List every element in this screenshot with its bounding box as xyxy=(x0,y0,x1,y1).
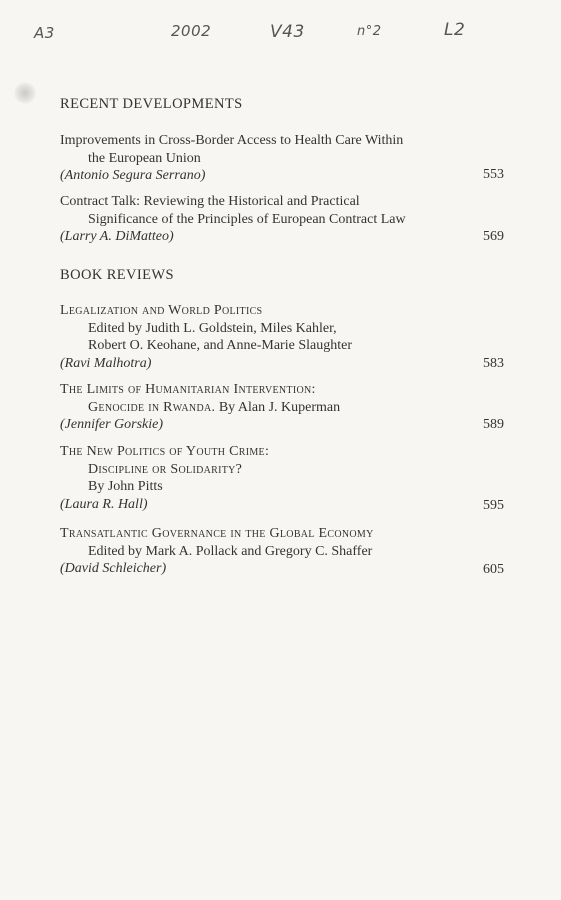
page-number: 553 xyxy=(483,167,504,182)
entry-author: (Larry A. DiMatteo) xyxy=(60,229,174,244)
entry-author: (Ravi Malhotra) xyxy=(60,355,152,371)
toc-entry-humanitarian-intervention xyxy=(60,381,500,434)
entry-author: (Laura R. Hall) xyxy=(60,496,148,512)
toc-entry-health-care xyxy=(60,132,500,185)
page-number: 595 xyxy=(483,498,504,513)
entry-title: Transatlantic Governance in the Global Economy xyxy=(60,526,374,541)
toc-entry-transatlantic-governance xyxy=(60,525,500,578)
section-title-book-reviews: BOOK REVIEWS xyxy=(60,267,174,283)
handwritten-code: L2 xyxy=(444,20,466,40)
handwritten-number: n°2 xyxy=(357,24,382,39)
page-number: 605 xyxy=(483,562,504,577)
entry-title: The New Politics of Youth Crime: xyxy=(60,444,270,459)
entry-title: Improvements in Cross-Border Access to Health Care Within xyxy=(60,133,404,148)
page-number: 569 xyxy=(483,229,504,244)
entry-editors-continued: Robert O. Keohane, and Anne-Marie Slaughter xyxy=(88,338,352,353)
entry-editors: Edited by Mark A. Pollack and Gregory C. Shaffer xyxy=(88,543,373,559)
entry-title: The Limits of Humanitarian Intervention: xyxy=(60,382,316,397)
entry-author: (David Schleicher) xyxy=(60,561,167,576)
toc-entry-contract-talk xyxy=(60,193,500,246)
handwritten-volume: V43 xyxy=(270,22,305,42)
entry-book-author: By Alan J. Kuperman xyxy=(218,399,341,415)
toc-entry-youth-crime xyxy=(60,443,500,513)
entry-title-continued: Discipline or Solidarity? xyxy=(88,461,243,477)
entry-title: Contract Talk: Reviewing the Historical and Practical xyxy=(60,194,360,209)
paper-smudge xyxy=(14,82,36,104)
entry-book-author: By John Pitts xyxy=(88,479,163,494)
entry-author: (Jennifer Gorskie) xyxy=(60,417,164,432)
entry-title-continued: Genocide in Rwanda. xyxy=(88,399,216,415)
toc-entry-legalization xyxy=(60,302,500,372)
entry-title: Legalization and World Politics xyxy=(60,303,263,318)
entry-title-continued: the European Union xyxy=(88,150,201,166)
handwritten-year: 2002 xyxy=(171,22,212,40)
section-title-recent-developments: RECENT DEVELOPMENTS xyxy=(60,96,243,112)
page-number: 583 xyxy=(483,356,504,371)
page-number: 589 xyxy=(483,417,504,432)
entry-editors: Edited by Judith L. Goldstein, Miles Kahler, xyxy=(88,320,337,336)
entry-author: (Antonio Segura Serrano) xyxy=(60,168,206,183)
handwritten-a3: A3 xyxy=(34,24,55,42)
entry-title-continued: Significance of the Principles of European Contract Law xyxy=(88,211,406,227)
